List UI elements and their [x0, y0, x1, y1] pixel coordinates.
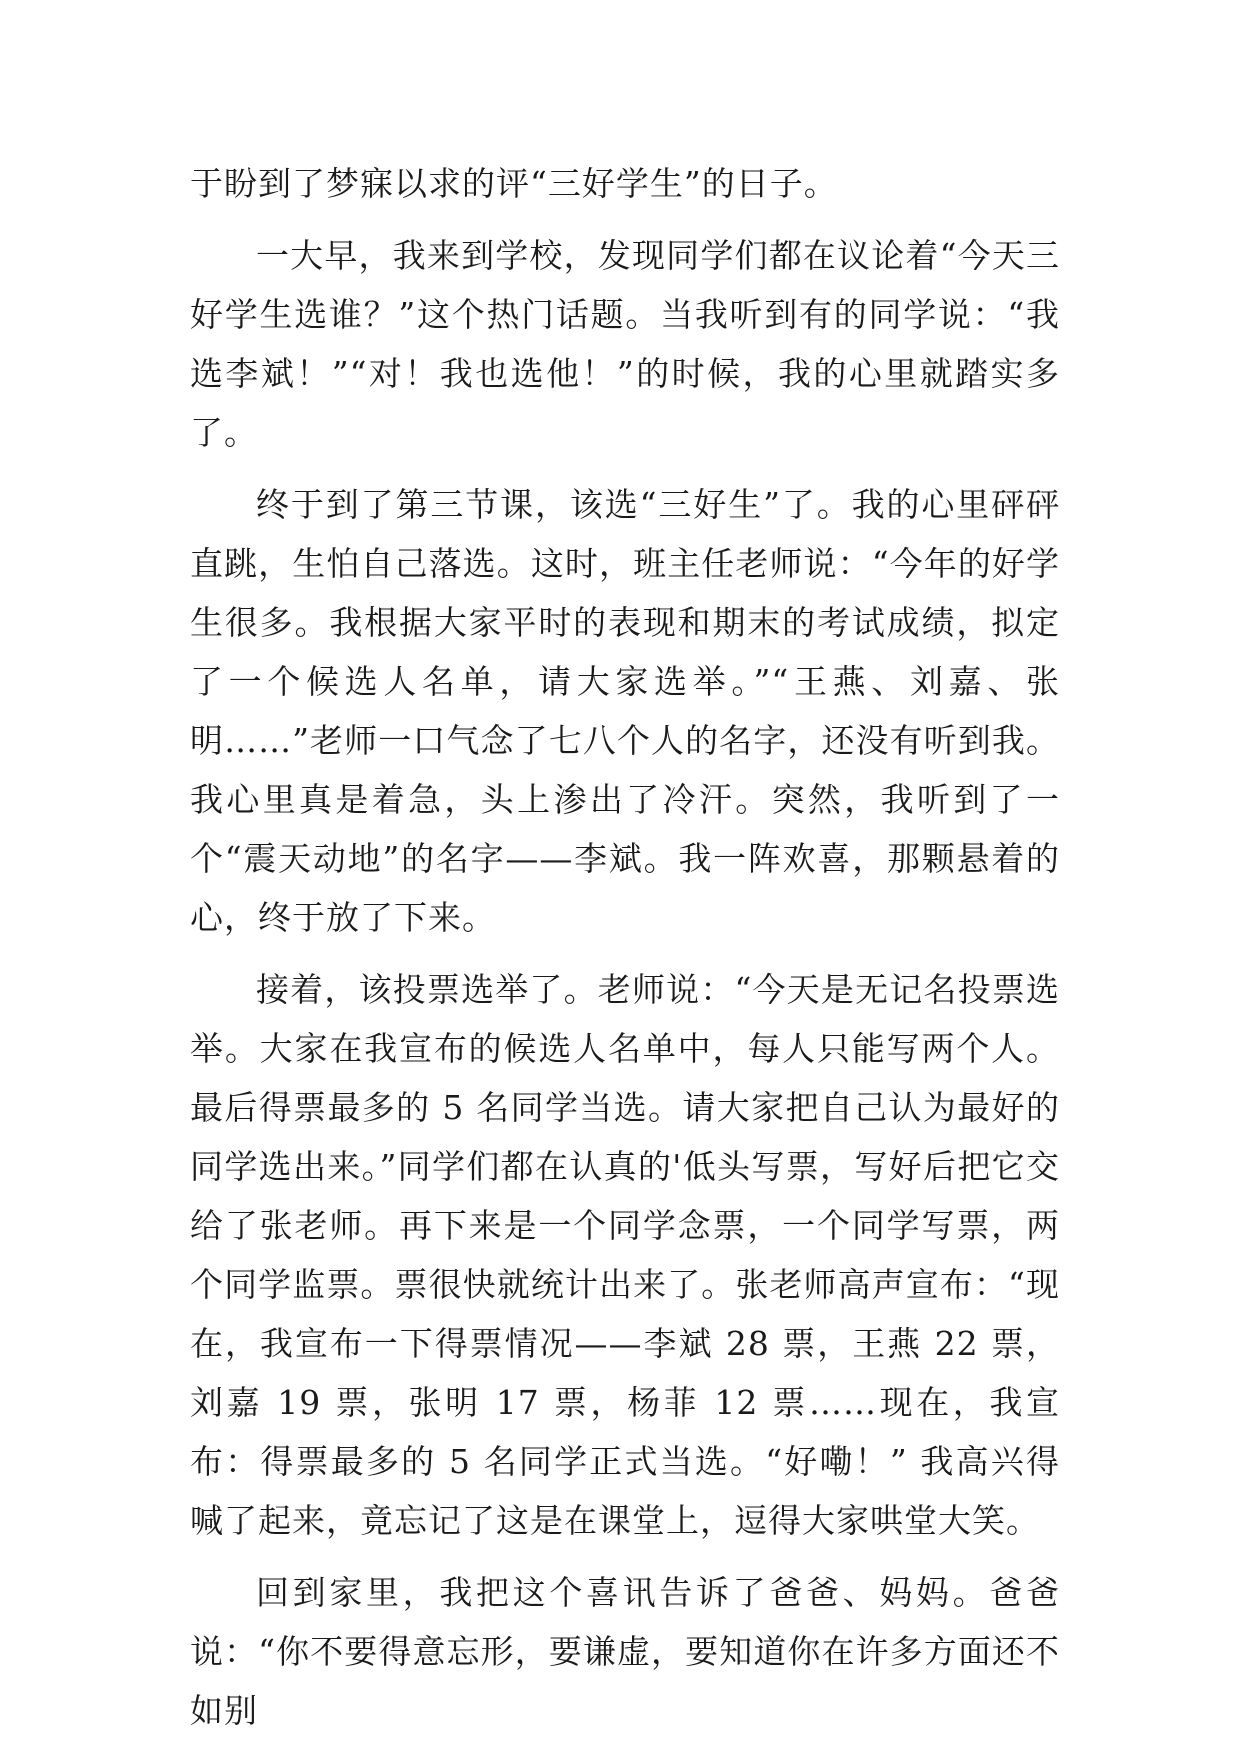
paragraph-5: 回到家里，我把这个喜讯告诉了爸爸、妈妈。爸爸说：“你不要得意忘形，要谦虚，要知道你在许多方面还不如别 [190, 1573, 1060, 1730]
paragraph-2: 一大早，我来到学校，发现同学们都在议论着“今天三好学生选谁？”这个热门话题。当我听到有的同学说：“我选李斌！”“对！我也选他！”的时候，我的心里就踏实多了。 [190, 236, 1060, 452]
document-body [190, 154, 1060, 1753]
paragraph-4: 接着，该投票选举了。老师说：“今天是无记名投票选举。大家在我宣布的候选人名单中，每人只能写两个人。最后得票最多的 5 名同学当选。请大家把自己认为最好的同学选出来。”同学们都在认真的'低头写票，写好后把它交给了张老师。再下来是一个同学念票，一个同学写票，两个同学监票。票很快就统计出来了。张老师高声宣布：“现在，我宣布一下得票情况——李斌 28 票，王燕 22 票，刘嘉 19 票，张明 17 票，杨菲 12 票……现在，我宣布：得票最多的 5 名同学正式当选。“好嘞！” 我高兴得喊了起来，竟忘记了这是在课堂上，逗得大家哄堂大笑。 [190, 970, 1060, 1540]
paragraph-3: 终于到了第三节课，该选“三好生”了。我的心里砰砰直跳，生怕自己落选。这时，班主任老师说：“今年的好学生很多。我根据大家平时的表现和期末的考试成绩，拟定了一个候选人名单，请大家选举。”“王燕、刘嘉、张明……”老师一口气念了七八个人的名字，还没有听到我。我心里真是着急，头上渗出了冷汗。突然，我听到了一个“震天动地”的名字——李斌。我一阵欢喜，那颗悬着的心，终于放了下来。 [190, 485, 1060, 937]
paragraph-1: 于盼到了梦寐以求的评“三好学生”的日子。 [190, 164, 838, 203]
